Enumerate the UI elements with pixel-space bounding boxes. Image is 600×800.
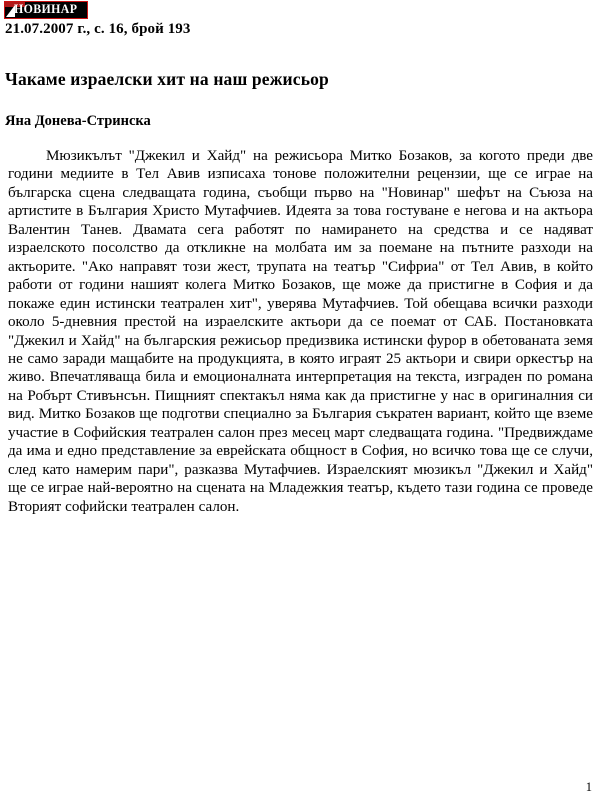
newspaper-logo: [4, 1, 88, 19]
logo-wordmark: НОВИНАР: [14, 2, 78, 16]
article-body-text: Мюзикълът "Джекил и Хайд" на режисьора Митко Бозаков, за когото преди две години медиите в Тел Авив изписаха тонове положителни рецензии, ще се играе на българска сцена следващата година, съобщи първо на "Новинар" шефът на Съюза на артистите в България Христо Мутафчиев. Идеята за това гостуване е негова и на актьора Валентин Танев. Двамата сега работят по намирането на средства и се надяват израелското посолство да откликне на молбата им за поемане на пътните разходи на актьорите. "Ако направят този жест, трупата на театър "Сифриа" от Тел Авив, в който работи от години нашият колега Митко Бозаков, ще може да пристигне в София и да покаже един истински театрален хит", уверява Мутафчиев. Той обещава всички разходи около 5-дневния престой на израелските актьори да се поемат от САБ. Постановката "Джекил и Хайд" на българския режисьор предизвика истински фурор в обетованата земя не само заради мащабите на продукцията, в която играят 25 актьори и свири оркестър на живо. Впечатляваща била и емоционалната интерпретация на текста, изграден по романа на Робърт Стивънсън. Пищният спектакъл няма как да пристигне у нас в оригиналния си вид. Митко Бозаков ще подготви специално за България съкратен вариант, който ще вземе участие в Софийския театрален салон през месец март следващата година. "Предвиждаме да има и едно представление за еврейската общност в София, но всичко това ще се случи, след като намерим пари", разказва Мутафчиев. Израелският мюзикъл "Джекил и Хайд" ще се играе най-вероятно на сцената на Младежкия театър, където тази година се проведе Вторият софийски театрален салон.: [8, 148, 593, 515]
page-number: 1: [585, 780, 592, 794]
article-byline: Яна Донева-Стринска: [5, 113, 151, 129]
page-title: Чакаме израелски хит на наш режисьор: [5, 68, 329, 89]
issue-date-line: 21.07.2007 г., с. 16, брой 193: [5, 21, 191, 37]
